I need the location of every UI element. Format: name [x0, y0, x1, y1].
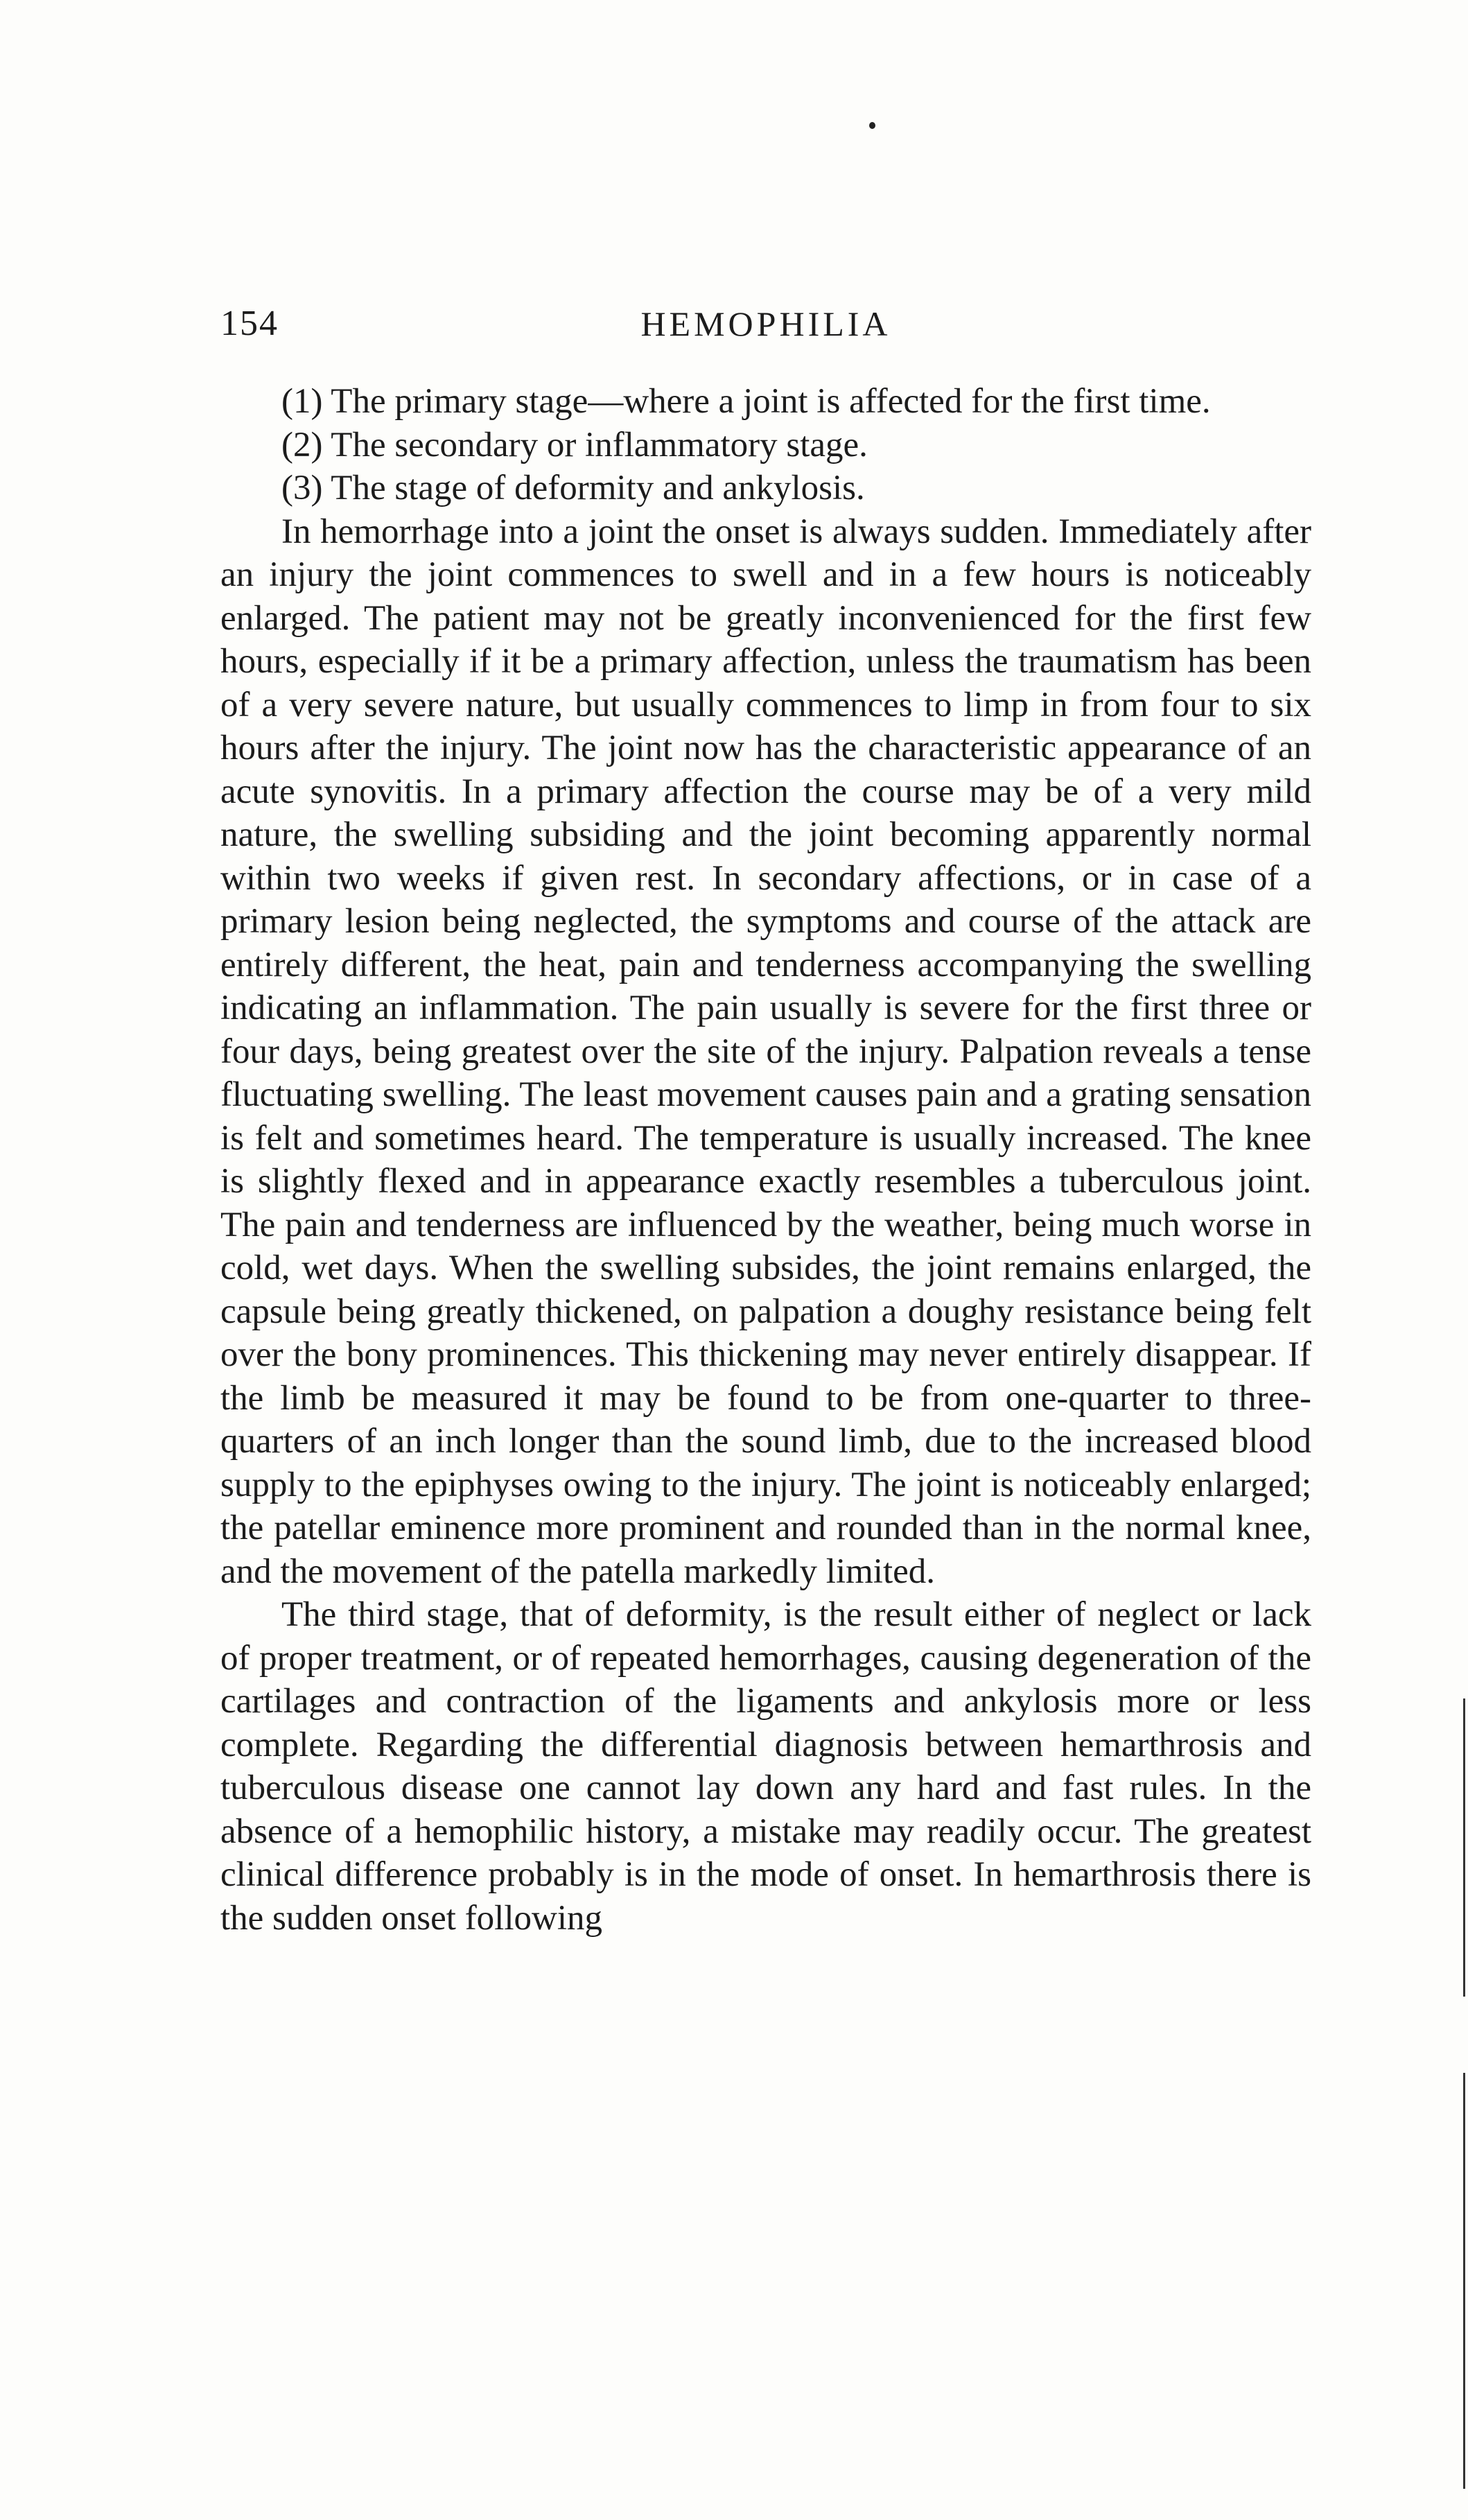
body-text [220, 380, 1311, 1940]
running-head [220, 299, 1311, 348]
paragraph-third-stage: The third stage, that of deformity, is the result either of neglect or lack of proper treatment, or of repeated hemorrhages, causing degeneration of the cartilages and contraction of the ligaments and ankylosis more or less complete. Regarding the differential diagnosis between hemarthrosis and tuberculous disease one cannot lay down any hard and fast rules. In the absence of a hemophilic history, a mistake may readily occur. The greatest clinical difference probably is in the mode of onset. In hemarthrosis there is the sudden onset following [220, 1595, 1311, 1938]
page-title: HEMOPHILIA [640, 304, 891, 343]
page-number: 154 [220, 304, 279, 343]
ink-speck [869, 122, 875, 129]
margin-rule [1463, 2073, 1465, 2489]
paragraph-hemorrhage-onset: In hemorrhage into a joint the onset is always sudden. Immediately after an injury the joint commences to swell and in a few hours is noticeably enlarged. The patient may not be greatly inconvenienced for the first few hours, especially if it be a primary affection, unless the traumatism has been of a very severe nature, but usually commences to limp in from four to six hours after the injury. The joint now has the characteristic appearance of an acute synovitis. In a primary affection the course may be of a very mild nature, the swelling subsiding and the joint becoming apparently normal within two weeks if given rest. In secondary affections, or in case of a primary lesion being neglected, the symptoms and course of the attack are entirely different, the heat, pain and tenderness accompanying the swelling indicating an inflammation. The pain usually is severe for the first three or four days, being greatest over the site of the injury. Palpation reveals a tense fluctuating swelling. The least movement causes pain and a grating sensation is felt and sometimes heard. The temperature is usually increased. The knee is slightly flexed and in appearance exactly resembles a tuberculous joint. The pain and tenderness are influenced by the weather, being much worse in cold, wet days. When the swelling subsides, the joint remains enlarged, the capsule being greatly thickened, on palpation a doughy resistance being felt over the bony prominences. This thickening may never entirely disappear. If the limb be measured it may be found to be from one-quarter to three-quarters of an inch longer than the sound limb, due to the increased blood supply to the epiphyses owing to the injury. The joint is noticeably enlarged; the patellar eminence more prominent and rounded than in the normal knee, and the movement of the patella markedly limited. [220, 512, 1311, 1591]
list-item-secondary-stage: (2) The secondary or inflammatory stage. [281, 425, 868, 464]
margin-rule [1463, 1698, 1465, 1997]
list-item-deformity-stage: (3) The stage of deformity and ankylosis. [281, 469, 865, 507]
list-item-primary-stage: (1) The primary stage—where a joint is affected for the first time. [281, 382, 1211, 421]
